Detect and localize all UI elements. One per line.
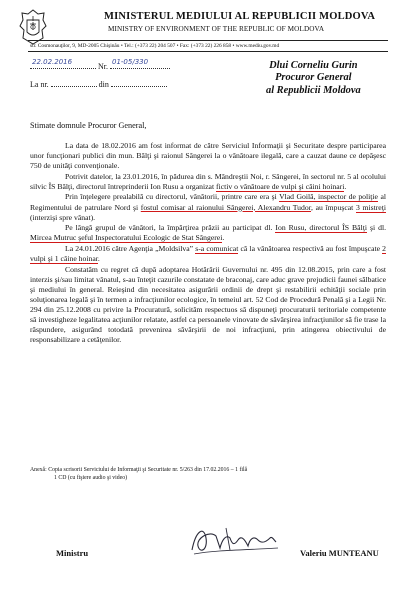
underlined-text: 3 mistreţi: [355, 202, 386, 212]
header-divider: [28, 40, 388, 41]
underlined-text: Vlad Goilă, inspector de poliţie: [279, 192, 378, 202]
underlined-text: Ion Rusu, directorul ÎS Bălţi: [275, 223, 367, 233]
ministry-title-ro: MINISTERUL MEDIULUI AL REPUBLICII MOLDOVA: [104, 11, 376, 22]
handwritten-signature: [186, 520, 282, 560]
annex-line-2: 1 CD (cu fişiere audio şi video): [54, 474, 128, 481]
paragraph-1: La data de 18.02.2016 am fost informat de către Serviciul Informaţii şi Securitate despre participarea unor funcţionari publici din mun. Bălţi şi raionul Sângerei la o vânătoare ilegală, care a cauzat daune ce depăşesc 750 de unităţi convenţionale.: [30, 141, 386, 171]
recipient-name: Dlui Corneliu Gurin: [269, 60, 358, 71]
signatory-name: Valeriu MUNTEANU: [300, 548, 379, 558]
document-number: 01-05/330: [112, 58, 149, 66]
ministry-address: str. Cosmonauţilor, 9, MD-2005 Chişinău • Tel.: (+373 22) 204 507 • Fax: (+373 22) 226 858 • www.mediu.gov.md: [30, 43, 280, 49]
underlined-text: 2 vulpi şi 1 câine hoinar: [30, 243, 387, 264]
reference-line-2: [30, 78, 170, 89]
recipient-block: [266, 60, 361, 97]
paragraph-2: Potrivit datelor, la 23.01.2016, în pădurea din s. Mândreştii Noi, r. Sângerei, în sectorul nr. 5 al ocolului silvic ÎS Bălţi, directorul întreprinderii Ion Rusu a organizat fictiv o vânătoare de vulpi şi câini hoinari.: [30, 171, 386, 191]
letter-body: [30, 141, 386, 346]
reference-line-1: [30, 60, 170, 71]
ministry-title-en: MINISTRY OF ENVIRONMENT OF THE REPUBLIC OF MOLDOVA: [108, 25, 325, 33]
paragraph-5: La 24.01.2016 către Agenţia „Moldsilva” s-a comunicat că la vânătoarea respectivă au fost împuşcate 2 vulpi şi 1 câine hoinar.: [30, 243, 387, 264]
to-label: La nr.: [30, 80, 49, 89]
underlined-text: fostul comisar al raionului Sângerei, Alexandru Tudor: [140, 202, 311, 212]
recipient-position: Procuror General: [275, 72, 352, 84]
annex-line-1: Anexă: Copia scrisorii Serviciului de Informaţii şi Securitate nr. 5/263 din 17.02.2016 – 1 filă: [30, 467, 248, 473]
underlined-text: fictiv o vânătoare de vulpi şi câini hoinari: [216, 181, 345, 191]
paragraph-6: Constatăm cu regret că după adoptarea Hotărârii Guvernului nr. 495 din 12.08.2015, prin care a fost interzis şi/sau limitat vânatul, s-au înteţit cazurile constatate de braconaj, care aduc grave prejudicii faunei sălbatice şi mediului în general. Reieşind din necesitatea asigurării ordinii de drept şi restabilirii echităţii sociale prin soluţionarea legală şi în termen a infracţiunilor ecologice, în temeiul art. 52 Cod de Procedură Penală şi a Legii Nr. 294 din 25.12.2008 cu privire la Procuratură, solicităm respectuos să dispuneţi procuraturii teritoriale competente să investigheze legalitatea acţiunilor relatate, astfel ca persoanele vinovate de săvârşirea infracţiunilor să fie trase la răspundere, asigurând totodată prevenirea săvârşirii de noi infracţiuni, prin atingerea obiectivului de responsabilizare a cetăţenilor.: [30, 264, 386, 345]
document-date: 22.02.2016: [32, 58, 73, 66]
annex-block: [30, 467, 247, 482]
nr-label: Nr.: [98, 62, 108, 71]
greeting: Stimate domnule Procuror General,: [30, 121, 147, 130]
recipient-country: al Republicii Moldova: [266, 84, 361, 96]
paragraph-3: Prin înţelegere prealabilă cu directorul, vânătorii, printre care era şi Vlad Goilă, inspector de poliţie al Regimentului de patrulare Nord şi fostul comisar al raionului Sângerei, Alexandru Tudor, au împuşcat 3 mistreţi (interzişi spre vânat).: [30, 192, 387, 222]
address-divider: [28, 51, 388, 52]
underlined-text: Mircea Mutruc şeful Inspectoratului Ecologic de Stat Sângerei: [30, 233, 223, 243]
signatory-role: Ministru: [56, 548, 89, 558]
annex-label: Anexă:: [30, 467, 47, 473]
paragraph-4: Pe lângă grupul de vânători, la împărţirea prăzii au participat dl. Ion Rusu, directorul ÎS Bălţi şi dl. Mircea Mutruc şeful Inspectoratului Ecologic de Stat Sângerei.: [30, 223, 386, 243]
reference-block: [30, 60, 170, 89]
from-label: din: [98, 80, 109, 89]
underlined-text: s-a comunicat: [195, 243, 239, 253]
